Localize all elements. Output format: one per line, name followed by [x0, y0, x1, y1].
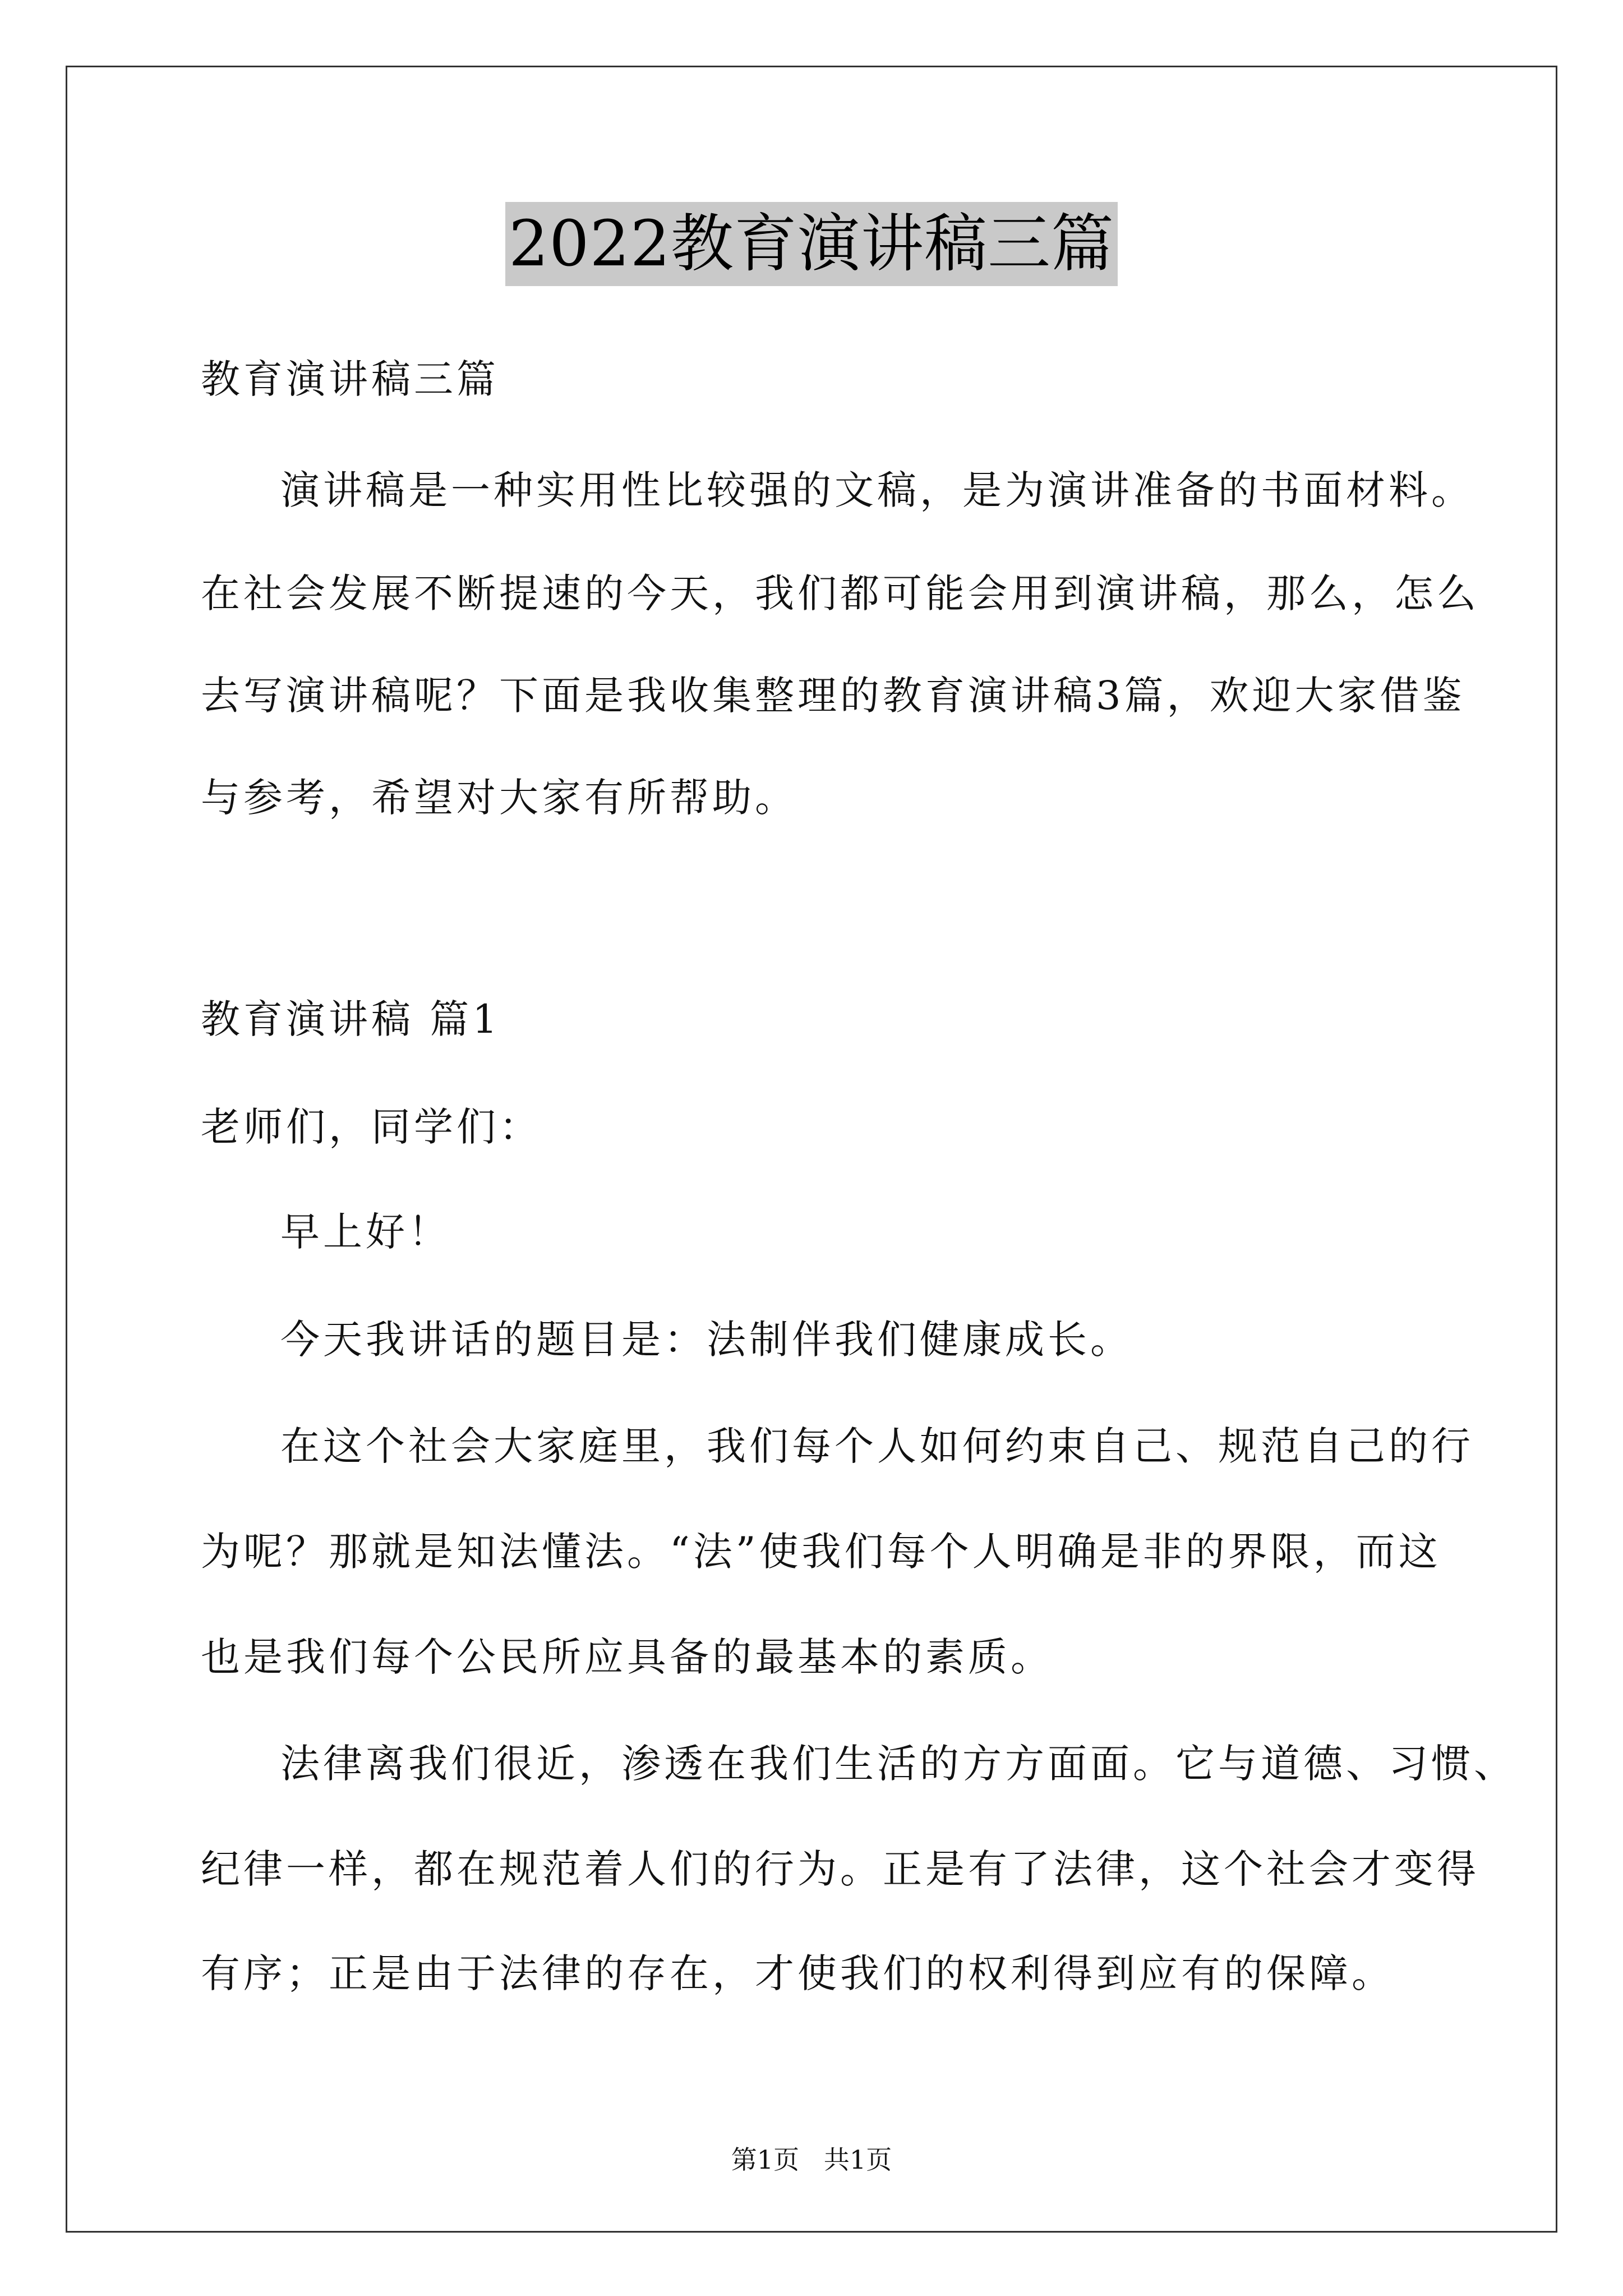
- paragraph-2-line-2: 纪律一样，都在规范着人们的行为。正是有了法律，这个社会才变得: [201, 1846, 1479, 1892]
- intro-line-1: 演讲稿是一种实用性比较强的文稿，是为演讲准备的书面材料。: [280, 467, 1474, 513]
- paragraph-2-line-3: 有序；正是由于法律的存在，才使我们的权利得到应有的保障。: [201, 1950, 1394, 1996]
- title-container: [0, 202, 1623, 286]
- paragraph-1-line-2: 为呢？那就是知法懂法。“法”使我们每个人明确是非的界限，而这: [201, 1529, 1441, 1575]
- paragraph-1-line-3: 也是我们每个公民所应具备的最基本的素质。: [201, 1634, 1053, 1680]
- paragraph-1-line-1: 在这个社会大家庭里，我们每个人如何约束自己、规范自己的行: [280, 1423, 1474, 1469]
- intro-line-4: 与参考，希望对大家有所帮助。: [201, 775, 797, 821]
- section-heading: 教育演讲稿 篇1: [201, 996, 501, 1042]
- morning-greeting: 早上好！: [280, 1209, 451, 1255]
- greeting: 老师们，同学们：: [201, 1104, 542, 1150]
- document-subtitle: 教育演讲稿三篇: [201, 356, 499, 402]
- intro-line-2: 在社会发展不断提速的今天，我们都可能会用到演讲稿，那么，怎么: [201, 570, 1479, 616]
- paragraph-2-line-1: 法律离我们很近，渗透在我们生活的方方面面。它与道德、习惯、: [280, 1741, 1516, 1787]
- page-footer: 第1页 共1页: [731, 2145, 892, 2175]
- document-title: 2022教育演讲稿三篇: [505, 202, 1118, 286]
- speech-topic: 今天我讲话的题目是：法制伴我们健康成长。: [280, 1317, 1133, 1363]
- intro-line-3: 去写演讲稿呢？下面是我收集整理的教育演讲稿3篇，欢迎大家借鉴: [201, 673, 1465, 719]
